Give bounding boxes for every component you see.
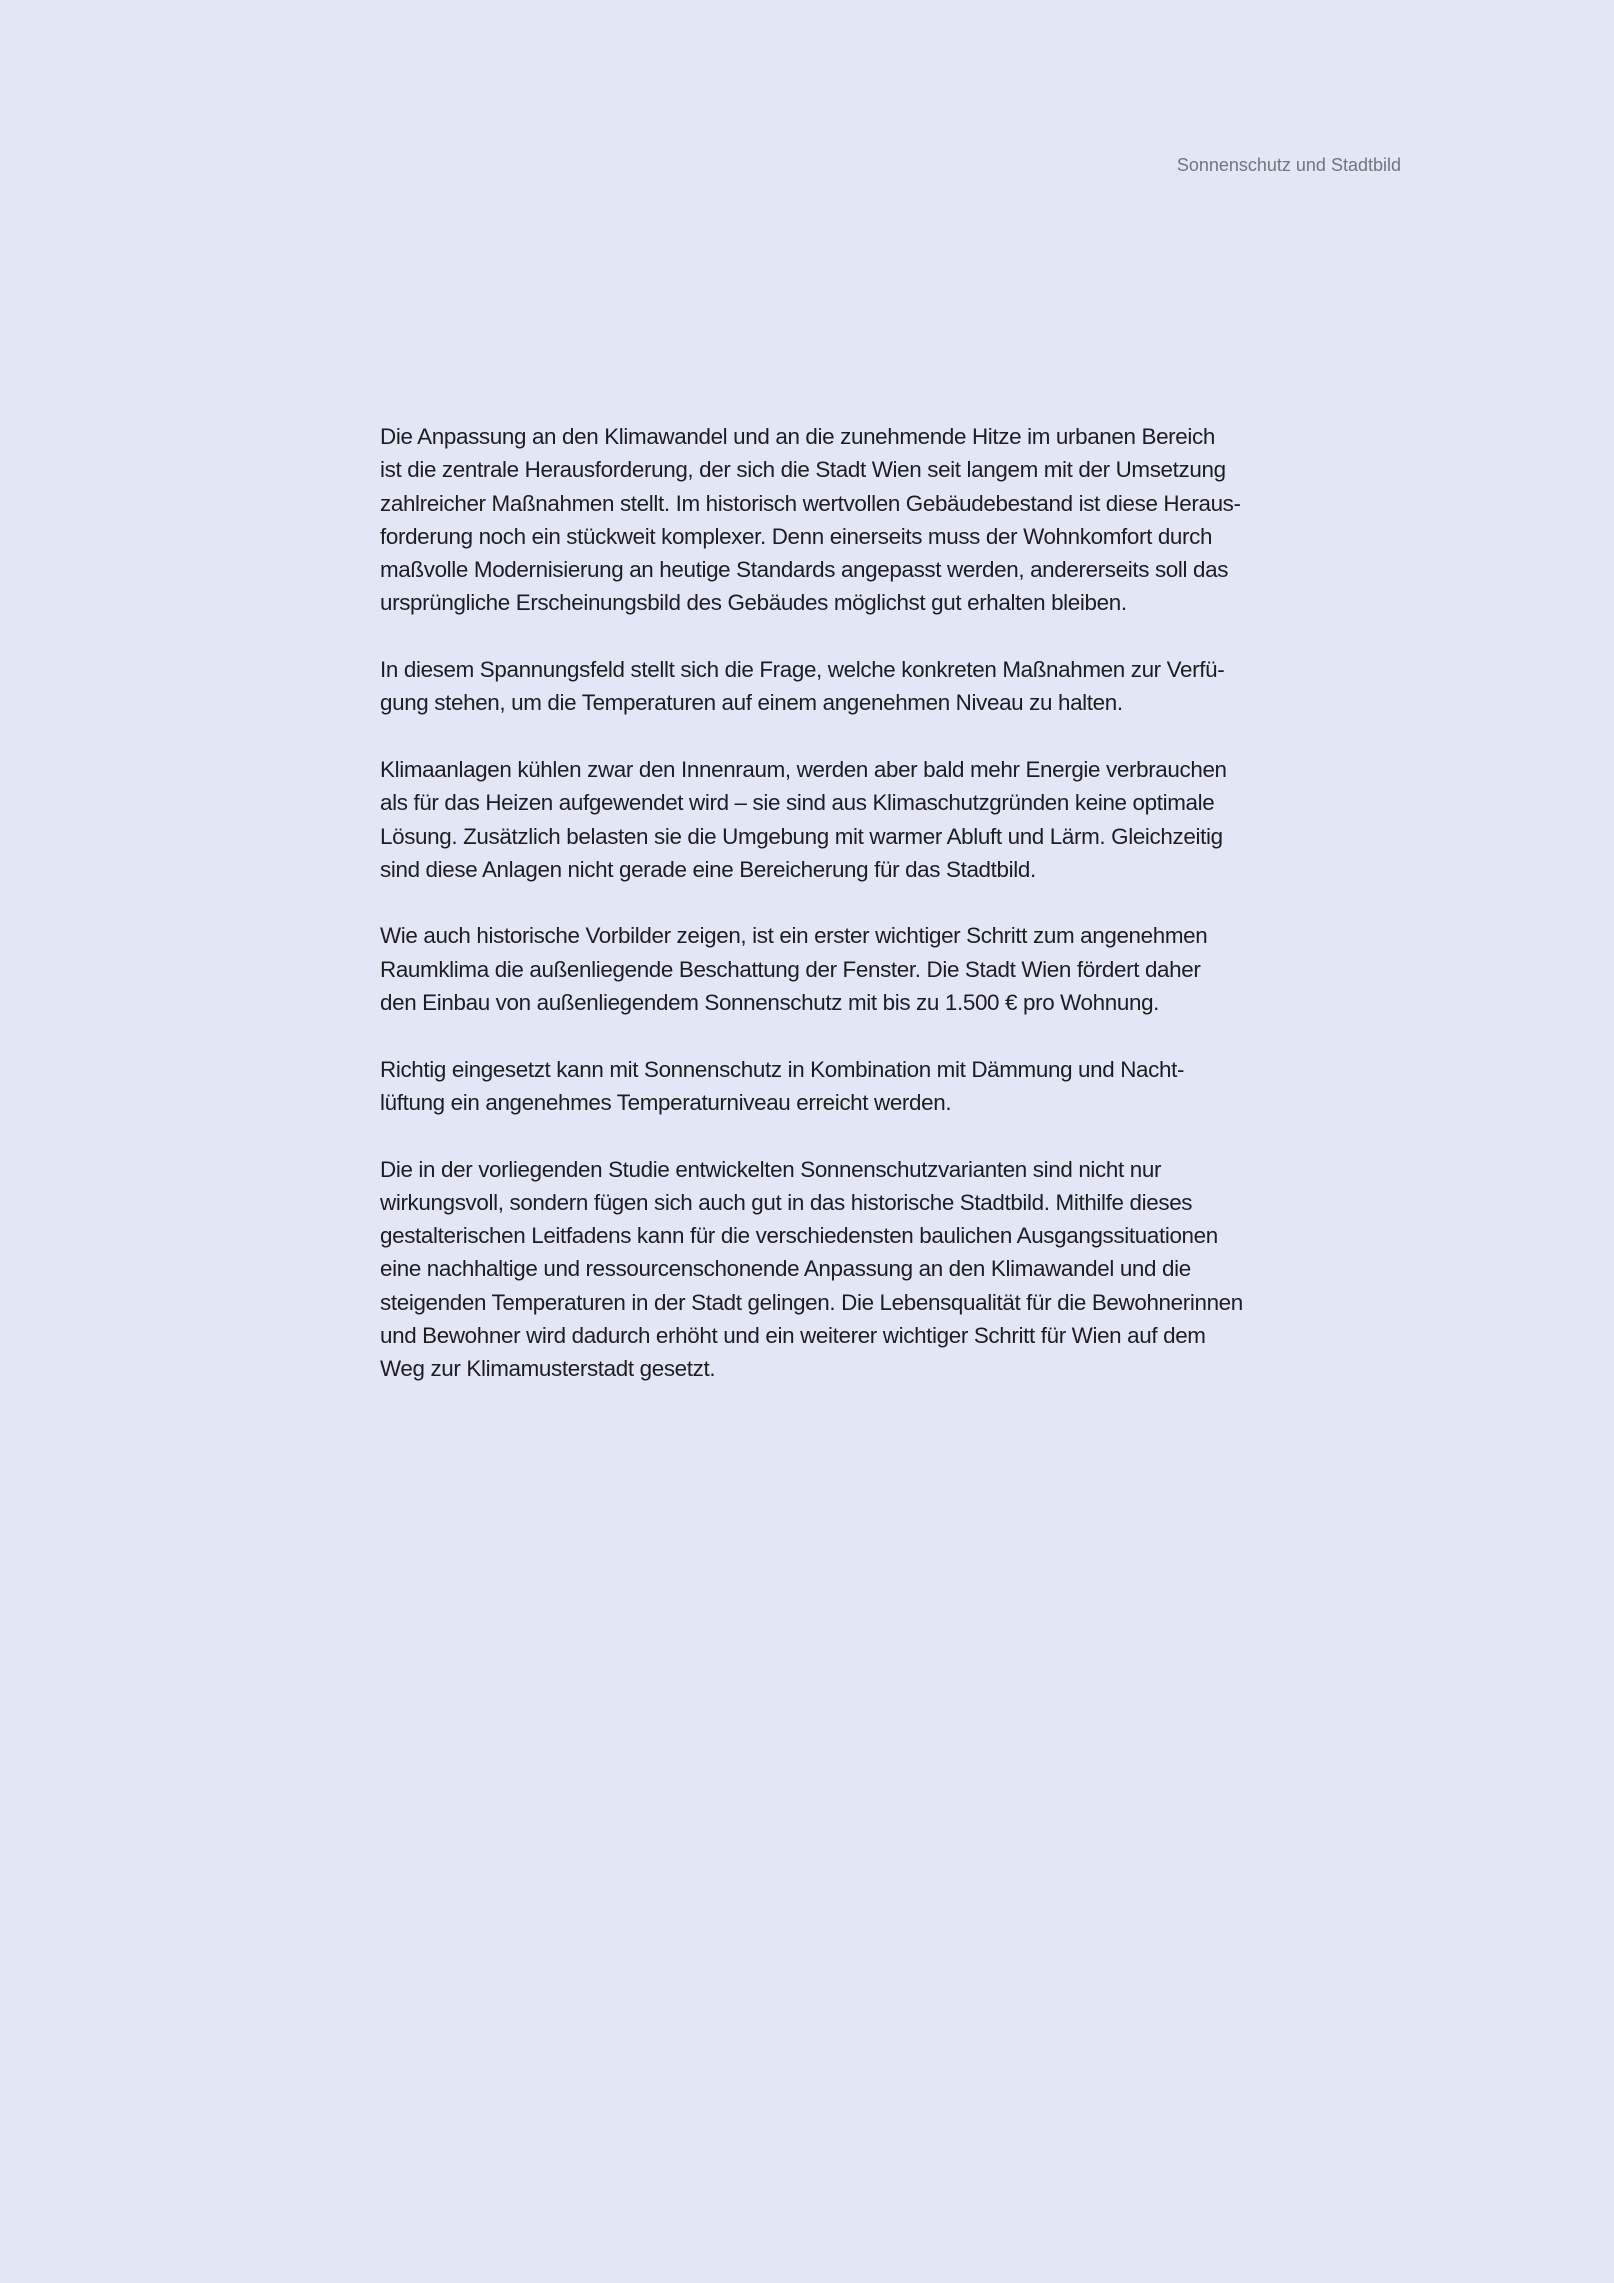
text-line: gung stehen, um die Temperaturen auf einem angenehmen Niveau zu halten.: [380, 690, 1123, 716]
text-line: Die Anpassung an den Klimawandel und an die zunehmende Hitze im urbanen Bereich: [380, 424, 1215, 449]
text-line: Richtig eingesetzt kann mit Sonnenschutz in Kombination mit Dämmung und Nacht-: [380, 1056, 1185, 1082]
text-line: den Einbau von außenliegendem Sonnenschutz mit bis zu 1.500 € pro Wohnung.: [380, 990, 1160, 1016]
text-line: forderung noch ein stückweit komplexer. Denn einerseits muss der Wohnkomfort durch: [380, 523, 1213, 549]
body-text: [380, 420, 1295, 1419]
paragraph-2: [380, 653, 1295, 720]
text-line: Raumklima die außenliegende Beschattung der Fenster. Die Stadt Wien fördert daher: [380, 956, 1201, 982]
text-line: Wie auch historische Vorbilder zeigen, ist ein erster wichtiger Schritt zum angenehmen: [380, 923, 1208, 949]
text-line: zahlreicher Maßnahmen stellt. Im historisch wertvollen Gebäudebestand ist diese Heraus-: [380, 490, 1241, 516]
text-line: In diesem Spannungsfeld stellt sich die Frage, welche konkreten Maßnahmen zur Verfü-: [380, 657, 1225, 683]
text-line: Die in der vorliegenden Studie entwickelten Sonnenschutzvarianten sind nicht nur: [380, 1156, 1162, 1182]
paragraph-6: [380, 1153, 1295, 1386]
text-line: gestalterischen Leitfadens kann für die verschiedensten baulichen Ausgangssituationen: [380, 1223, 1218, 1249]
text-line: ist die zentrale Herausforderung, der sich die Stadt Wien seit langem mit der Umsetzung: [380, 457, 1226, 483]
text-line: sind diese Anlagen nicht gerade eine Bereicherung für das Stadtbild.: [380, 856, 1036, 882]
running-header-title: Sonnenschutz und Stadtbild: [1176, 155, 1401, 175]
text-line: lüftung ein angenehmes Temperaturniveau erreicht werden.: [380, 1089, 952, 1115]
text-line: wirkungsvoll, sondern fügen sich auch gut in das historische Stadtbild. Mithilfe dieses: [380, 1189, 1193, 1215]
text-line: maßvolle Modernisierung an heutige Standards angepasst werden, andererseits soll das: [380, 557, 1229, 583]
text-line: Weg zur Klimamusterstadt gesetzt.: [380, 1356, 716, 1382]
paragraph-4: [380, 919, 1295, 1019]
text-line: und Bewohner wird dadurch erhöht und ein weiterer wichtiger Schritt für Wien auf dem: [380, 1323, 1206, 1349]
text-line: eine nachhaltige und ressourcenschonende Anpassung an den Klimawandel und die: [380, 1256, 1191, 1282]
text-line: ursprüngliche Erscheinungsbild des Gebäudes möglichst gut erhalten bleiben.: [380, 590, 1127, 616]
paragraph-5: [380, 1053, 1295, 1120]
paragraph-1: [380, 420, 1295, 620]
paragraph-3: [380, 753, 1295, 886]
text-line: Lösung. Zusätzlich belasten sie die Umgebung mit warmer Abluft und Lärm. Gleichzeitig: [380, 823, 1223, 849]
text-line: Klimaanlagen kühlen zwar den Innenraum, werden aber bald mehr Energie verbrauchen: [380, 756, 1227, 782]
text-line: als für das Heizen aufgewendet wird – sie sind aus Klimaschutzgründen keine optimale: [380, 790, 1215, 816]
text-line: steigenden Temperaturen in der Stadt gelingen. Die Lebensqualität für die Bewohnerinnen: [380, 1289, 1243, 1315]
